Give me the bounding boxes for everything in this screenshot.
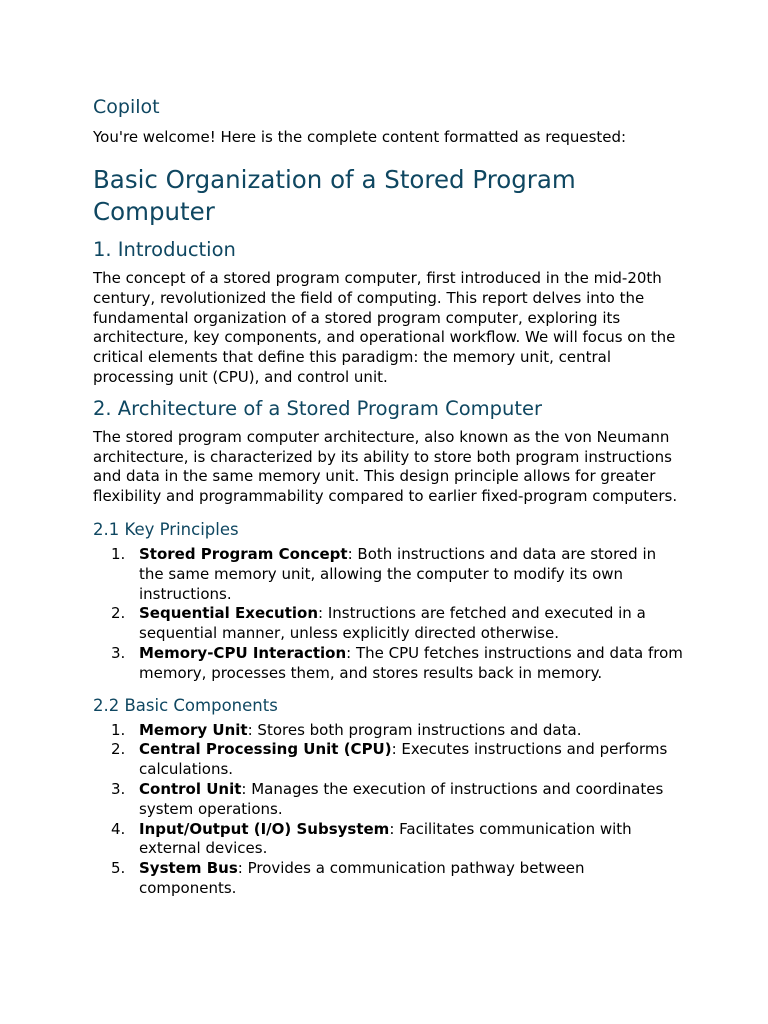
list-item-number: 1. — [111, 544, 126, 563]
list-item-number: 2. — [111, 740, 126, 759]
section-heading-architecture: 2. Architecture of a Stored Program Computer — [93, 396, 543, 420]
list-item-description: : Executes instructions and performs calculations. — [139, 740, 668, 779]
list-item — [93, 740, 683, 780]
architecture-paragraph: The stored program computer architecture, also known as the von Neumann architecture, is characterized by its ability to store both program instructions and data in the same memory unit. This design principle allows for greater flexibility and programmability compared to earlier fixed-program computers. — [93, 427, 678, 506]
list-item — [93, 644, 683, 684]
copilot-heading: Copilot — [93, 96, 160, 118]
list-item-description: : Facilitates communication with external devices. — [139, 819, 632, 858]
list-item-term: System Bus — [139, 859, 238, 878]
basic-components-list — [93, 721, 683, 899]
list-item-term: Memory Unit — [139, 720, 248, 739]
list-item — [93, 780, 683, 820]
section-heading-introduction: 1. Introduction — [93, 238, 236, 261]
document-page — [93, 94, 683, 899]
list-item-description: : Both instructions and data are stored in the same memory unit, allowing the computer to modify its own instructions. — [139, 544, 657, 603]
list-item — [93, 721, 683, 741]
list-item-description: : Stores both program instructions and data. — [247, 720, 582, 739]
list-item — [93, 604, 683, 644]
list-item-number: 5. — [111, 859, 126, 878]
list-item-description: : Instructions are fetched and executed in a sequential manner, unless explicitly directed otherwise. — [139, 604, 646, 643]
copilot-intro-text: You're welcome! Here is the complete content formatted as requested: — [93, 128, 627, 146]
list-item-term: Sequential Execution — [139, 604, 319, 623]
list-item-term: Control Unit — [139, 779, 242, 798]
list-item-description: : Provides a communication pathway between components. — [139, 859, 585, 897]
subsection-heading-key-principles: 2.1 Key Principles — [93, 519, 239, 539]
list-item-term: Stored Program Concept — [139, 544, 348, 563]
list-item-number: 1. — [111, 720, 126, 739]
introduction-paragraph: The concept of a stored program computer, first introduced in the mid-20th century, revolutionized the field of computing. This report delves into the fundamental organization of a stored program computer, exploring its architecture, key components, and operational workflow. We will focus on the critical elements that define this paradigm: the memory unit, central processing unit (CPU), and control unit. — [93, 269, 676, 386]
list-item-term: Memory-CPU Interaction — [139, 643, 347, 662]
key-principles-list — [93, 545, 683, 684]
document-title: Basic Organization of a Stored Program Computer — [93, 165, 576, 226]
list-item-number: 2. — [111, 604, 126, 623]
list-item — [93, 859, 683, 899]
list-item — [93, 545, 683, 604]
list-item-description: : The CPU fetches instructions and data from memory, processes them, and stores results back in memory. — [139, 643, 683, 682]
list-item-number: 3. — [111, 779, 126, 798]
list-item — [93, 820, 683, 860]
list-item-number: 3. — [111, 643, 126, 662]
list-item-description: : Manages the execution of instructions and coordinates system operations. — [139, 779, 664, 818]
list-item-term: Input/Output (I/O) Subsystem — [139, 819, 390, 838]
list-item-number: 4. — [111, 819, 126, 838]
list-item-term: Central Processing Unit (CPU) — [139, 740, 392, 759]
subsection-heading-basic-components: 2.2 Basic Components — [93, 695, 278, 715]
